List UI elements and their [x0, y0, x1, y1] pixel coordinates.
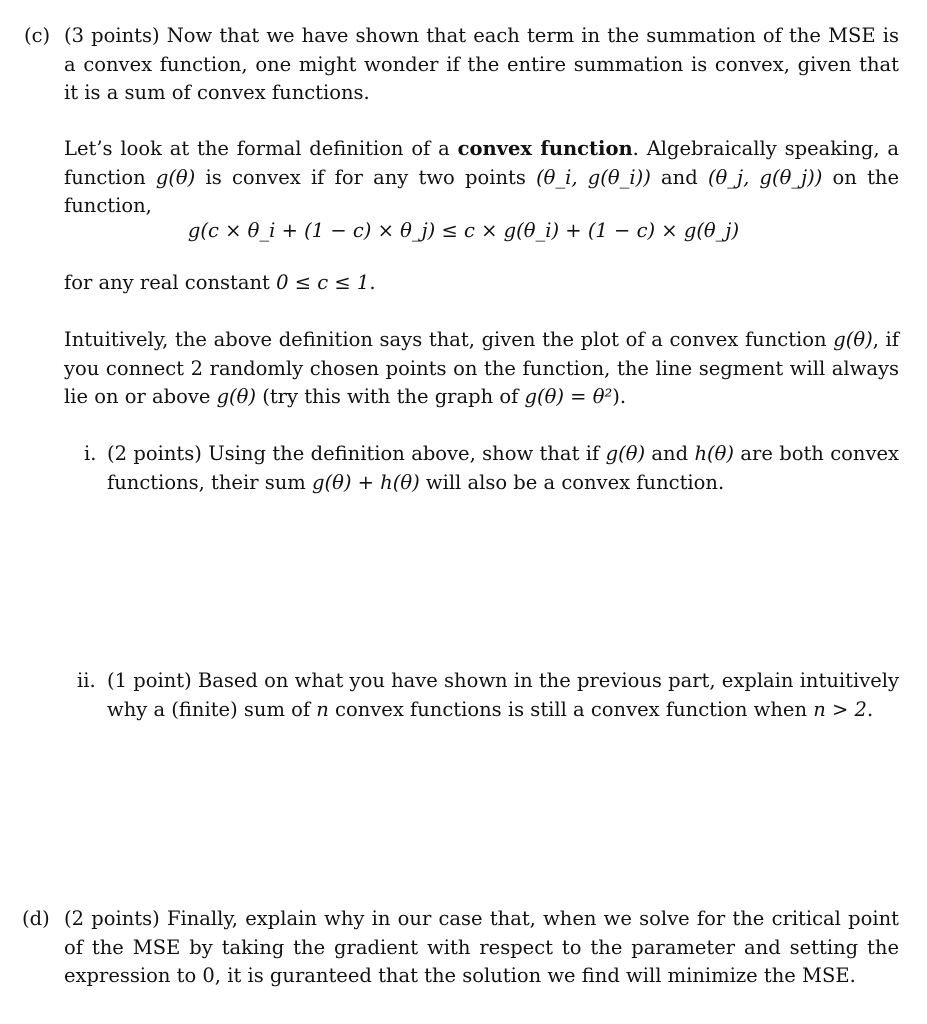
- sub-i-sum: g(θ) + h(θ): [311, 470, 420, 494]
- sub-i-h: h(θ): [694, 442, 734, 465]
- sub-i-g: g(θ): [605, 442, 646, 465]
- sub-ii-text-2: convex functions is still a convex function when: [328, 697, 814, 721]
- part-c-intro: (3 points) Now that we have shown that each term in the summation of the MSE is a convex function, one might wonder if the entire summation is convex, given that it is a sum of convex functions.: [64, 24, 899, 104]
- sub-ii-condition: n > 2: [813, 697, 867, 721]
- sub-ii-text-3: .: [866, 697, 874, 721]
- constant-range-line: [64, 269, 899, 298]
- sub-i-text-2: and: [645, 442, 695, 465]
- intuition-text-1: Intuitively, the above definition says that, given the plot of a convex function: [64, 328, 834, 351]
- constant-range: 0 ≤ c ≤ 1: [276, 271, 370, 294]
- definition-rest-1: . Algebraically speaking, a function: [64, 137, 899, 189]
- convexity-inequality: [0, 217, 927, 246]
- intuition-text-4: ).: [612, 385, 627, 408]
- sub-part-i-label: i.: [84, 442, 97, 465]
- sub-part-ii-text: [107, 667, 899, 724]
- definition-rest-3: on the function,: [64, 165, 899, 217]
- definition-and: and: [650, 165, 708, 189]
- constant-prefix: for any real constant: [64, 271, 277, 294]
- definition-point-j: (θ_j, g(θ_j)): [707, 165, 823, 189]
- intuition-example: g(θ) = θ²: [524, 385, 613, 408]
- intuition-paragraph: [64, 326, 899, 412]
- definition-rest-2: is convex if for any two points: [195, 165, 537, 189]
- part-d-label: (d): [22, 907, 50, 930]
- definition-point-i: (θ_i, g(θ_i)): [536, 165, 651, 189]
- intuition-text-3: (try this with the graph of: [256, 385, 525, 408]
- sub-i-text-1: (2 points) Using the definition above, show that if: [107, 442, 606, 465]
- part-d-text: (2 points) Finally, explain why in our case that, when we solve for the critical point of the MSE by taking the gradient with respect to the parameter and setting the expression to 0, it is guranteed that the solution we find will minimize the MSE.: [64, 907, 899, 987]
- intuition-text-2: , if you connect 2 randomly chosen points on the function, the line segment will always lie on or above: [64, 328, 899, 408]
- convex-function-term: convex function: [457, 137, 633, 160]
- sub-part-ii-label: ii.: [77, 669, 96, 692]
- convexity-inequality-text: g(c × θ_i + (1 − c) × θ_j) ≤ c × g(θ_i) + (1 − c) × g(θ_j): [187, 219, 740, 242]
- intuition-g-theta-2: g(θ): [216, 385, 257, 408]
- definition-g-theta: g(θ): [155, 165, 196, 189]
- definition-lead: Let’s look at the formal definition of a: [64, 137, 458, 160]
- sub-i-text-4: will also be a convex function.: [419, 470, 725, 494]
- sub-part-i-text: [107, 440, 899, 497]
- part-c-label: (c): [24, 24, 51, 47]
- sub-ii-text-1: (1 point) Based on what you have shown in the previous part, explain intuitively why a (finite) sum of: [107, 669, 899, 721]
- constant-suffix: .: [369, 271, 376, 294]
- intuition-g-theta: g(θ): [833, 328, 873, 351]
- sub-ii-n: n: [316, 697, 329, 721]
- convex-definition-paragraph: [64, 135, 899, 221]
- sub-i-text-3: are both convex functions, their sum: [107, 442, 899, 494]
